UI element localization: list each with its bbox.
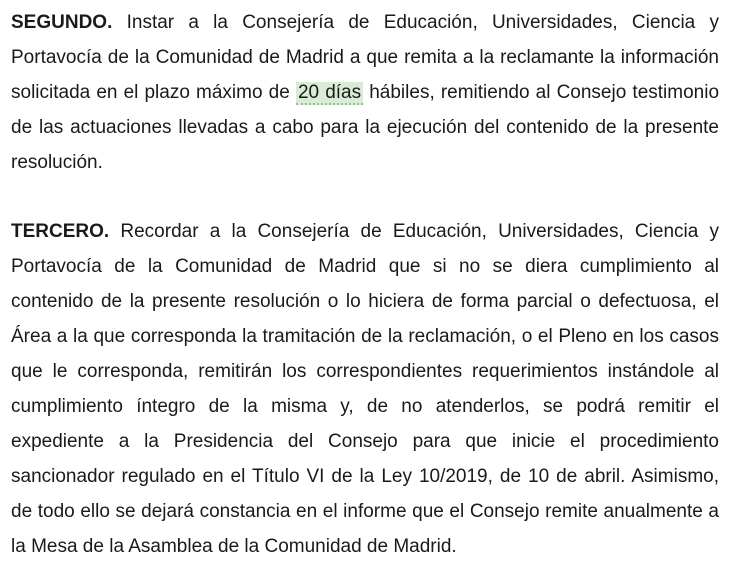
paragraph-text-after-highlight: hábiles, remitiendo al Consejo testimonio de las actuaciones llevadas a cabo para la ejecución del contenido de la presente resolución. xyxy=(11,81,720,173)
paragraph-text: Recordar a la Consejería de Educación, Universidades, Ciencia y Portavocía de la Comunidad de Madrid que si no se diera cumplimiento al contenido de la presente resolución o lo hiciera de forma parcial o defectuosa, el Área a la que corresponda la tramitación de la reclamación, o el Pleno en los casos que le corresponda, remitirán los correspondientes requerimientos instándole al cumplimiento íntegro de la misma y, de no atenderlos, se podrá remitir el expediente a la Presidencia del Consejo para que inicie el procedimiento sancionador regulado en el Título VI de la Ley 10/2019, de 10 de abril. Asimismo, de todo ello se dejará constancia en el informe que el Consejo remite anualmente a la Mesa de la Asamblea de la Comunidad de Madrid. xyxy=(11,221,719,557)
paragraph-text-before-highlight: Instar a la Consejería de Educación, Universidades, Ciencia y Portavocía de la Comunidad de Madrid a que remita a la reclamante la información solicitada en el plazo máximo de xyxy=(11,12,719,103)
paragraph-heading-tercero: TERCERO. xyxy=(11,221,110,243)
paragraph-segundo xyxy=(11,6,719,181)
paragraph-tercero xyxy=(11,215,719,564)
document-page xyxy=(11,6,719,564)
highlighted-term[interactable]: 20 días xyxy=(297,81,362,103)
paragraph-heading-segundo: SEGUNDO. xyxy=(11,12,113,33)
